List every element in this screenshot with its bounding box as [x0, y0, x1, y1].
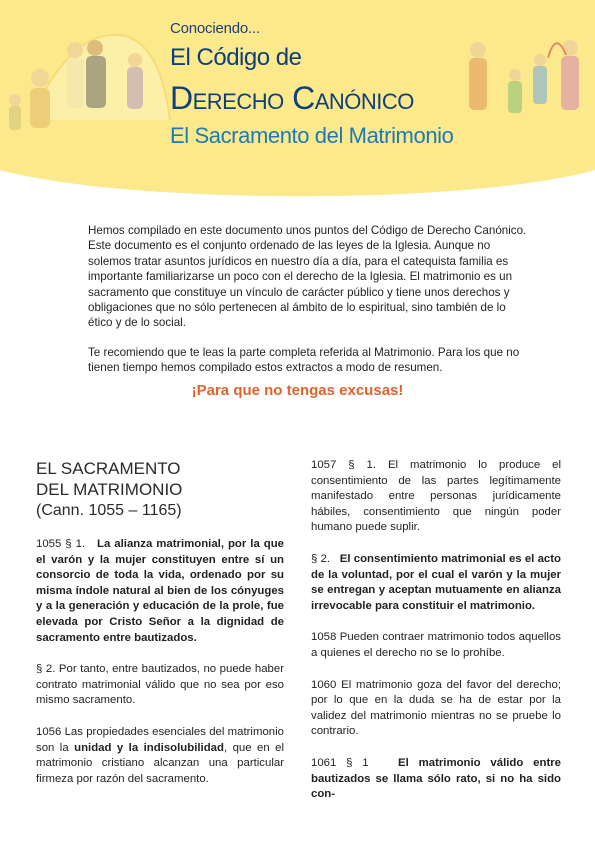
canon-text-part: , que en el matrimonio cristiano alcanzan una particular firmeza por razón del sacramento.	[36, 741, 284, 785]
header-title-line2: Derecho Canónico	[170, 80, 414, 116]
header-banner	[0, 0, 595, 200]
section-title-line2: DEL MATRIMONIO	[36, 480, 183, 499]
canon-1061-1	[311, 756, 561, 803]
canon-1057-1: 1057 § 1. El matrimonio lo produce el consentimiento de las partes legítimamente manifestado entre personas jurídicamente hábiles, consentimiento que ningún poder humano puede suplir.	[311, 459, 561, 534]
intro-paragraph-1: Hemos compilado en este documento unos puntos del Código de Derecho Canónico. Este documento es el conjunto ordenado de las leyes de la Iglesia. Aunque no solemos tratar asuntos jurídicos en nuestro día a día, para el catequista familia es importante familiarizarse un poco con el derecho de la Iglesia. El matrimonio es un sacramento que constituye un vínculo de carácter público y tiene unos derechos y obligaciones que no sólo pertenecen al ámbito de lo espiritual, sino también de lo ético y de lo social.	[88, 224, 527, 330]
header-title-line1: El Código de	[170, 44, 302, 71]
section-title-line3: (Cann. 1055 – 1165)	[36, 502, 182, 519]
canon-number: 1055 § 1.	[36, 538, 86, 550]
section-title-line1: EL SACRAMENTO	[36, 459, 181, 478]
header-kicker: Conociendo...	[170, 20, 260, 37]
left-column	[36, 458, 284, 803]
canon-text-part: 1056 Las propiedades esenciales del matrimonio son la	[36, 725, 284, 754]
canon-number: § 2.	[311, 552, 331, 565]
canon-text: El consentimiento matrimonial es el acto de la voluntad, por el cual el varón y la mujer se entregan y aceptan mutuamente en alianza irrevocable para constituir el matrimonio.	[311, 552, 561, 612]
canon-1057-2	[311, 552, 561, 614]
canon-text: El matrimonio válido entre bautizados se llama sólo rato, si no ha sido con-	[311, 756, 562, 801]
canon-1060: 1060 El matrimonio goza del favor del derecho; por lo que en la duda se ha de estar por la validez del matrimonio mientras no se pruebe lo contrario.	[311, 678, 561, 738]
canon-number: 1061 § 1	[311, 756, 369, 769]
canon-text-bold: unidad y la indisolubilidad	[74, 741, 224, 754]
intro-paragraph-2: Te recomiendo que te leas la parte completa referida al Matrimonio. Para los que no tienen tiempo hemos compilado estos extractos a modo de resumen.	[88, 345, 520, 375]
canon-text: La alianza matrimonial, por la que el varón y la mujer constituyen entre sí un consorcio de toda la vida, ordenado por su misma índole natural al bien de los cónyuges y a la generación y educación de la prole, fue elevada por Cristo Señor a la dignidad de sacramento entre bautizados.	[36, 538, 284, 644]
canon-1055-1	[36, 537, 284, 646]
intro-block	[88, 223, 528, 390]
right-column	[311, 458, 561, 819]
canon-1055-2: § 2. Por tanto, entre bautizados, no puede haber contrato matrimonial válido que no sea por eso mismo sacramento.	[36, 663, 284, 707]
tagline: ¡Para que no tengas excusas!	[191, 382, 404, 399]
section-title	[36, 458, 284, 521]
canon-1058: 1058 Pueden contraer matrimonio todos aquellos a quienes el derecho no se lo prohíbe.	[311, 631, 561, 659]
header-subtitle: El Sacramento del Matrimonio	[170, 123, 454, 148]
canon-1056	[36, 725, 284, 787]
